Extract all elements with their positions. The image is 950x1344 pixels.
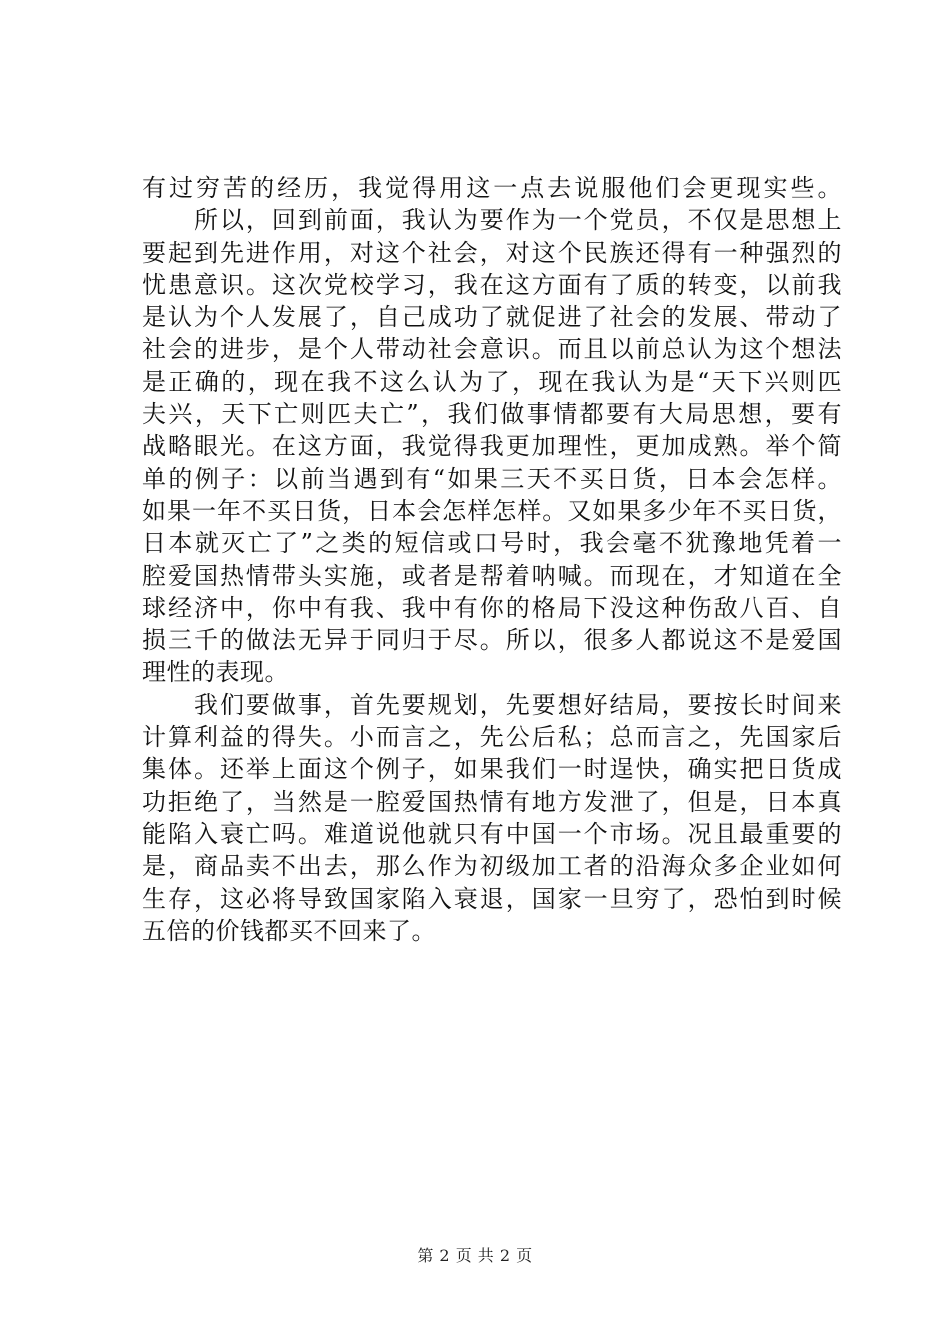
text-line: 计算利益的得失。小而言之，先公后私；总而言之，先国家后: [142, 723, 842, 752]
text-line: 球经济中，你中有我、我中有你的格局下没这种伤敌八百、自: [142, 593, 842, 622]
text-line: 是，商品卖不出去，那么作为初级加工者的沿海众多企业如何: [142, 852, 842, 881]
text-line: 单的例子：以前当遇到有“如果三天不买日货，日本会怎样。: [142, 464, 842, 493]
text-line: 五倍的价钱都买不回来了。: [142, 916, 436, 945]
text-line: 有过穷苦的经历，我觉得用这一点去说服他们会更现实些。: [142, 174, 842, 202]
page-number-footer: 第 2 页 共 2 页: [417, 1246, 533, 1265]
text-line: 夫兴，天下亡则匹夫亡”，我们做事情都要有大局思想，要有: [142, 400, 842, 429]
text-line: 损三千的做法无异于同归于尽。所以，很多人都说这不是爱国: [142, 626, 842, 655]
body-text: [142, 172, 842, 947]
text-line: 生存，这必将导致国家陷入衰退，国家一旦穷了，恐怕到时候: [142, 884, 842, 913]
text-line: 理性的表现。: [142, 658, 289, 687]
text-line: 我们要做事，首先要规划，先要想好结局，要按长时间来: [142, 690, 842, 719]
text-line: 战略眼光。在这方面，我觉得我更加理性，更加成熟。举个简: [142, 432, 842, 461]
text-line: 所以，回到前面，我认为要作为一个党员，不仅是思想上: [142, 206, 842, 235]
text-line: 日本就灭亡了”之类的短信或口号时，我会毫不犹豫地凭着一: [142, 529, 842, 558]
text-line: 腔爱国热情带头实施，或者是帮着呐喊。而现在，才知道在全: [142, 561, 842, 590]
text-line: 是认为个人发展了，自己成功了就促进了社会的发展、带动了: [142, 303, 842, 332]
text-line: 功拒绝了，当然是一腔爱国热情有地方发泄了，但是，日本真: [142, 787, 842, 816]
text-line: 是正确的，现在我不这么认为了，现在我认为是“天下兴则匹: [142, 367, 842, 396]
text-line: 如果一年不买日货，日本会怎样怎样。又如果多少年不买日货，: [142, 496, 842, 525]
text-line: 忧患意识。这次党校学习，我在这方面有了质的转变，以前我: [142, 270, 842, 299]
text-line: 要起到先进作用，对这个社会，对这个民族还得有一种强烈的: [142, 238, 842, 267]
text-line: 集体。还举上面这个例子，如果我们一时逞快，确实把日货成: [142, 755, 842, 784]
text-line: 社会的进步，是个人带动社会意识。而且以前总认为这个想法: [142, 335, 842, 364]
text-line: 能陷入衰亡吗。难道说他就只有中国一个市场。况且最重要的: [142, 819, 842, 848]
